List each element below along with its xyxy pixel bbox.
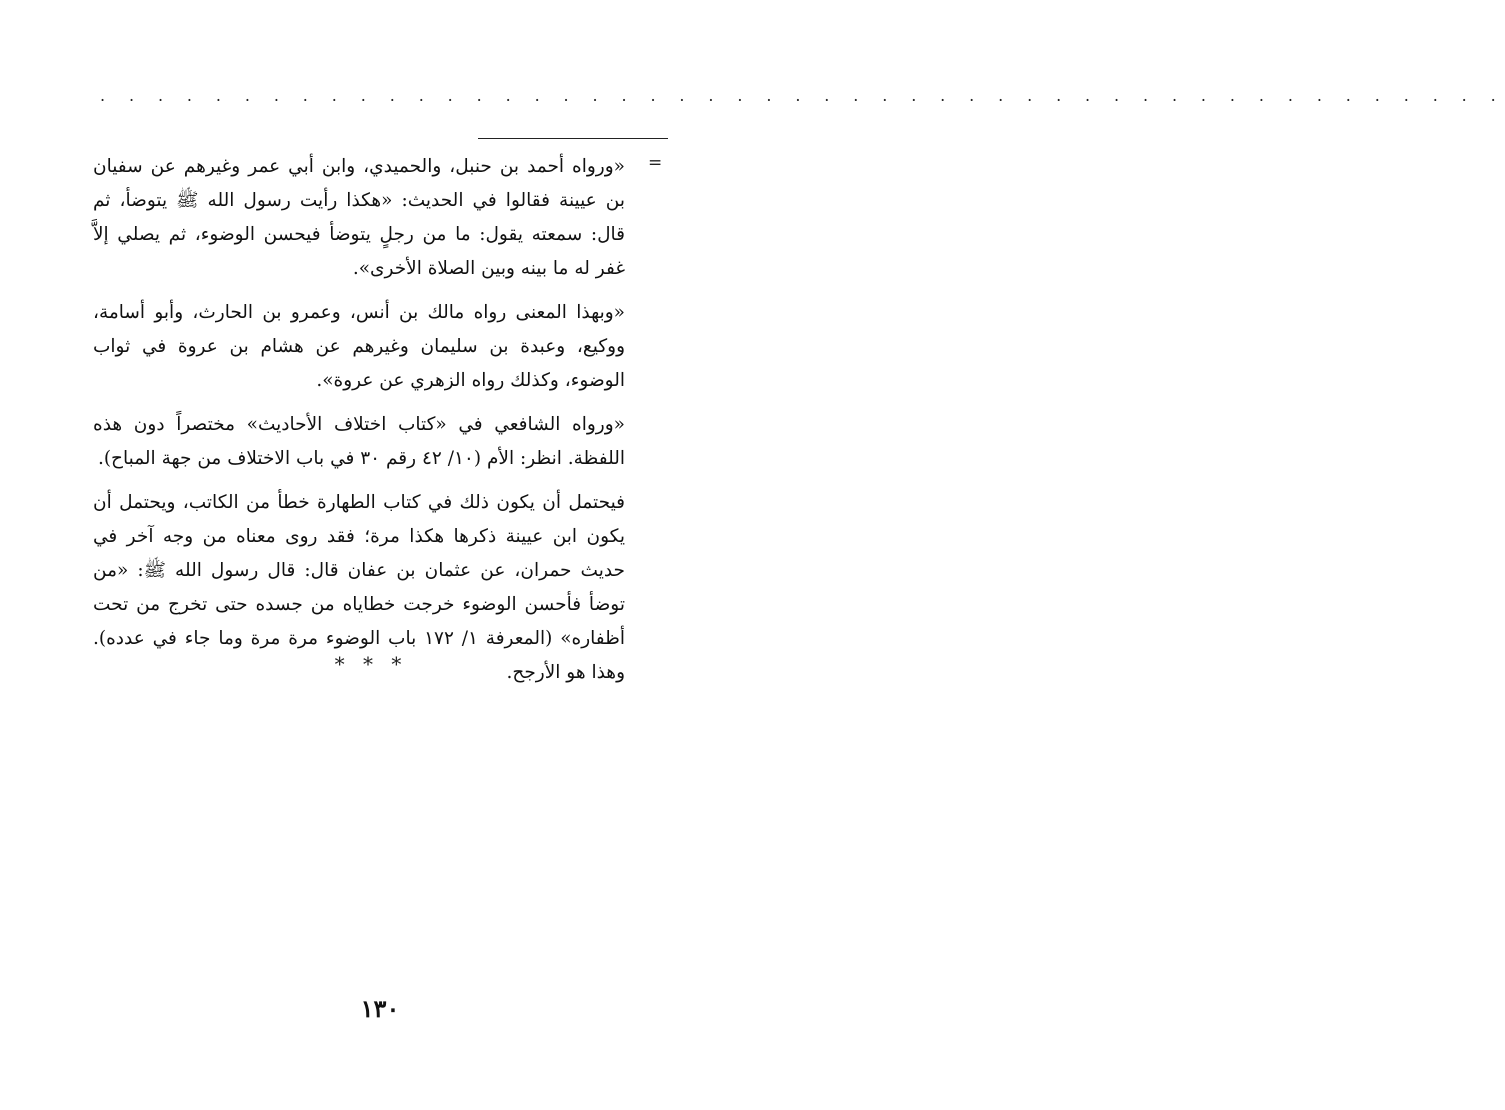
footnote-text-block xyxy=(93,150,625,700)
dotted-header-rule: . . . . . . . . . . . . . . . . . . . . . . . . . . . . . . . . . . . . . . . . . . . . . . . . . xyxy=(100,86,1505,105)
footnote-separator-line xyxy=(478,138,668,139)
footnote-paragraph-4: فيحتمل أن يكون ذلك في كتاب الطهارة خطأ من الكاتب، ويحتمل أن يكون ابن عيينة ذكرها هكذا مرة؛ فقد روى معناه من وجه آخر في حديث حمران، عن عثمان بن عفان قال: قال رسول الله ﷺ: «من توضأ فأحسن الوضوء خرجت خطاياه من جسده حتى تخرج من تحت أظفاره» (المعرفة ١/ ١٧٢ باب الوضوء مرة مرة وما جاء في عدده). وهذا هو الأرجح. xyxy=(93,492,625,683)
footnote-paragraph-1: «ورواه أحمد بن حنبل، والحميدي، وابن أبي عمر وغيرهم عن سفيان بن عيينة فقالوا في الحديث: «هكذا رأيت رسول الله ﷺ يتوضأ، ثم قال: سمعته يقول: ما من رجلٍ يتوضأ فيحسن الوضوء، ثم يصلي إلاَّ غفر له ما بينه وبين الصلاة الأخرى». xyxy=(93,156,625,279)
footnote-paragraph-3: «ورواه الشافعي في «كتاب اختلاف الأحاديث» مختصراً دون هذه اللفظة. انظر: الأم (١٠/ ٤٢ رقم ٣٠ في باب الاختلاف من جهة المباح). xyxy=(93,414,625,469)
section-separator-stars: * * * xyxy=(334,652,408,676)
page-number: ١٣٠ xyxy=(360,994,400,1023)
continuation-mark: = xyxy=(648,153,663,173)
footnote-paragraph-2: «وبهذا المعنى رواه مالك بن أنس، وعمرو بن الحارث، وأبو أسامة، ووكيع، وعبدة بن سليمان وغيرهم عن هشام بن عروة في ثواب الوضوء، وكذلك رواه الزهري عن عروة». xyxy=(93,302,625,391)
